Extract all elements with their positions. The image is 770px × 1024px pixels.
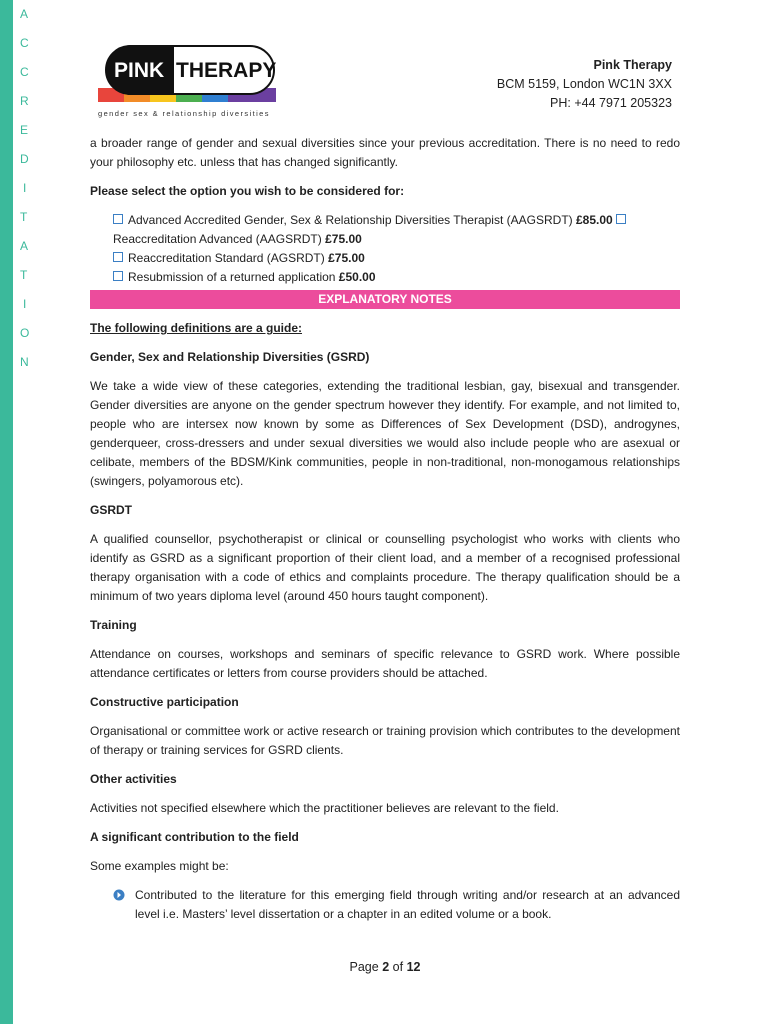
option-reaccreditation-advanced[interactable] [113, 230, 680, 249]
explanatory-notes-banner: EXPLANATORY NOTES [90, 290, 680, 309]
checkbox[interactable] [616, 214, 626, 224]
checkbox[interactable] [113, 214, 123, 224]
option-price: £75.00 [325, 232, 362, 246]
left-accent-bar [0, 0, 13, 1024]
intro-paragraph: a broader range of gender and sexual diversities since your previous accreditation. There is no need to redo your philosophy etc. unless that has changed significantly. [90, 136, 680, 169]
side-letter: T [20, 268, 28, 282]
page-label: Page [349, 960, 379, 974]
page-of: of [392, 960, 404, 974]
section-body: Activities not specified elsewhere which the practitioner believes are relevant to the field. [90, 801, 559, 815]
logo-tagline: gender sex & relationship diversities [98, 109, 270, 118]
option-aagsrdt[interactable] [113, 211, 680, 230]
org-name: Pink Therapy [593, 58, 672, 72]
logo-therapy-text: THERAPY [176, 59, 277, 82]
page-footer [0, 960, 770, 974]
logo-pink-text: PINK [114, 59, 165, 82]
pink-therapy-logo [96, 44, 286, 122]
section-body: A qualified counsellor, psychotherapist or clinical or counselling psychologist who works with clients who identify as GSRD as a significant proportion of their client load, and a member of a recognised professional therapy organisation with a code of ethics and complaints procedure. The therapy qualification should be a minimum of two years diploma level (around 450 hours taught component). [90, 532, 680, 603]
section-body: We take a wide view of these categories, extending the traditional lesbian, gay, bisexual and transgender. Gender diversities are anyone on the gender spectrum however they identify. For example, and not limited to, people who are intersex now known by some as Differences of Sex Development (DSD), androgynes, genderqueer, cross-dressers and under sexual diversities we would also include people who are asexual or celibate, members of the BDSM/Kink communities, people in non-traditional, non-monogamous relationships (swingers, polyamorous etc). [90, 379, 680, 488]
side-letter: C [20, 36, 29, 50]
section-heading: A significant contribution to the field [90, 830, 299, 844]
option-reaccreditation-standard[interactable] [113, 249, 680, 268]
section-heading: GSRDT [90, 503, 132, 517]
option-label: Advanced Accredited Gender, Sex & Relationship Diversities Therapist (AAGSRDT) [128, 213, 573, 227]
side-letter: T [20, 210, 28, 224]
option-label: Resubmission of a returned application [128, 270, 336, 284]
option-price: £75.00 [328, 251, 365, 265]
side-letter: E [20, 123, 29, 137]
side-letter: C [20, 65, 29, 79]
checkbox[interactable] [113, 252, 123, 262]
page-current: 2 [382, 960, 390, 974]
option-label: Reaccreditation Advanced (AAGSRDT) [113, 232, 322, 246]
option-price: £50.00 [338, 270, 376, 284]
section-heading: Constructive participation [90, 695, 239, 709]
section-body: Organisational or committee work or active research or training provision which contributes to the development of therapy or training services for GSRD clients. [90, 724, 680, 757]
section-body: Attendance on courses, workshops and seminars of specific relevance to GSRD work. Where possible attendance certificates or letters from course providers should be attached. [90, 647, 680, 680]
arrow-bullet-icon [113, 889, 125, 901]
side-letter: R [20, 94, 29, 108]
list-item [90, 886, 680, 924]
side-letter: A [20, 7, 29, 21]
address-line: BCM 5159, London WC1N 3XX [496, 77, 672, 91]
select-heading: Please select the option you wish to be considered for: [90, 184, 405, 198]
side-letter: I [23, 181, 27, 195]
side-letter: A [20, 239, 29, 253]
phone-number: PH: +44 7971 205323 [550, 96, 672, 110]
option-list [90, 211, 680, 287]
page-total: 12 [406, 960, 421, 974]
section-heading: Gender, Sex and Relationship Diversities (GSRD) [90, 350, 370, 364]
side-letter: D [20, 152, 29, 166]
side-letter: N [20, 355, 29, 369]
section-heading: Training [90, 618, 137, 632]
option-price: £85.00 [576, 213, 613, 227]
side-letter: O [20, 326, 30, 340]
option-label: Reaccreditation Standard (AGSRDT) [128, 251, 325, 265]
bullet-text: Contributed to the literature for this emerging field through writing and/or research at an advanced level i.e. Masters’ level dissertation or a chapter in an edited volume or a book. [135, 888, 680, 921]
section-heading: Other activities [90, 772, 177, 786]
page-content [90, 134, 680, 924]
side-letter: I [23, 297, 27, 311]
option-resubmission[interactable] [113, 268, 680, 287]
definitions-heading: The following definitions are a guide: [90, 321, 303, 335]
section-body: Some examples might be: [90, 859, 229, 873]
checkbox[interactable] [113, 271, 123, 281]
address-block [497, 56, 672, 113]
